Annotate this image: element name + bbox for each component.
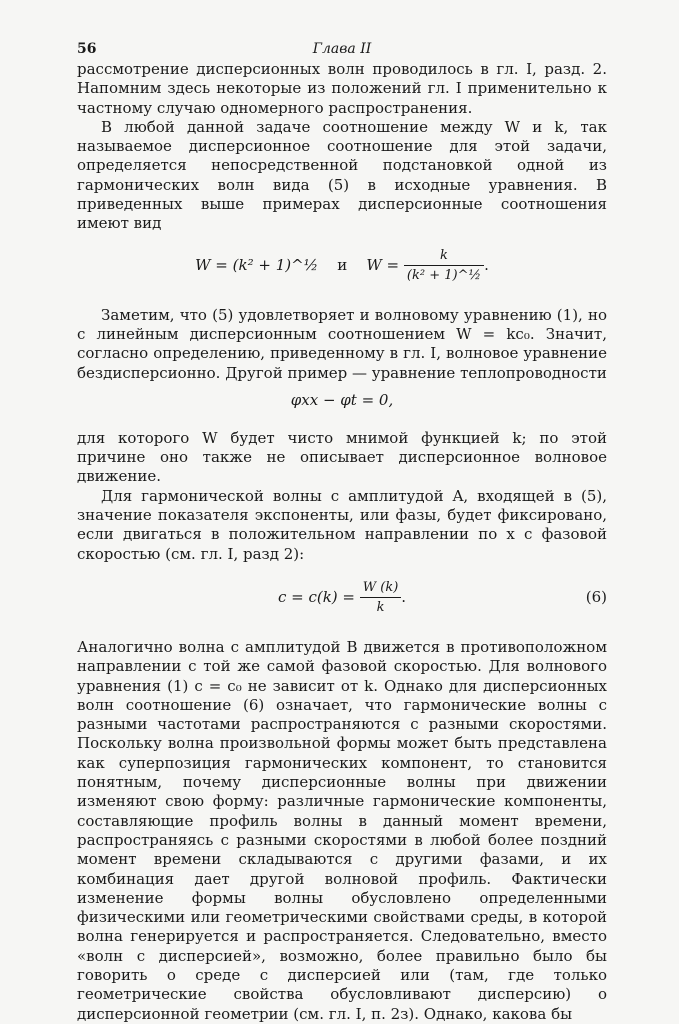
formula-3-numerator: W (k) (360, 578, 402, 598)
formula-1-left: W = (k² + 1)^½ (195, 255, 319, 274)
paragraph-5: Для гармонической волны с амплитудой A, входящей в (5), значение показателя экспоненты, или фазы, будет фиксировано, если двигаться в положительном направлении по x с фазовой скоростью (см. гл. I, разд 2): (77, 486, 607, 563)
formula-1-denominator: (k² + 1)^½ (406, 267, 482, 283)
formula-3-lhs: c = c(k) = (277, 587, 355, 606)
paragraph-3: Заметим, что (5) удовлетворяет и волновому уравнению (1), но с линейным дисперсионным соотношением W = kc₀. Значит, согласно определению, приведенному в гл. I, волновое уравнение бездисперсионно. Другой пример — уравнение теплопроводности (77, 305, 607, 382)
formula-1-numerator: k (404, 246, 484, 266)
paragraph-4: для которого W будет чисто мнимой функцией k; по этой причине оно также не описывает дисперсионное волновое движение. (77, 428, 607, 486)
formula-heat-equation (77, 391, 607, 417)
page-number: 56 (77, 41, 97, 57)
formula-1-right-lhs: W = (366, 255, 400, 274)
formula-phase-velocity: c = c(k) = $\frac{W (k)}{k}$ . (6) (77, 578, 607, 618)
formula-2: φxx − φt = 0, (290, 390, 394, 409)
book-page (77, 36, 607, 1024)
formula-1-and: и (337, 255, 348, 274)
formula-1-fraction (404, 246, 484, 286)
paragraph-1: рассмотрение дисперсионных волн проводилось в гл. I, разд. 2. Напомним здесь некоторые из положений гл. I применительно к частному случаю одномерного распространения. (77, 60, 607, 117)
formula-dispersion-relations: W = (k² + 1)^½ и W = $\frac{k}{\text{(k² + 1)\textasciicircum{}½}}$ . (77, 246, 607, 286)
paragraph-2: В любой данной задаче соотношение между W и k, так называемое дисперсионное соотношение для этой задачи, определяется непосредственной подстановкой одной из гармонических волн вида (5) в исходные уравнения. В приведенных выше примерах дисперсионные соотношения имеют вид (77, 117, 607, 233)
formula-3-fraction (360, 578, 402, 618)
formula-3-denominator: k (376, 600, 385, 616)
page-header (77, 36, 607, 60)
equation-number: (6) (585, 587, 607, 606)
chapter-title: Глава II (312, 41, 372, 57)
paragraph-6: Аналогично волна с амплитудой B движется в противоположном направлении с той же самой фазовой скоростью. Для волнового уравнения (1) c = c₀ не зависит от k. Однако для дисперсионных волн соотношение (6) означает, что гармонические волны с разными частотами распространяются с разными скоростями. Поскольку волна произвольной формы может быть представлена как суперпозиция гармонических компонент, то становится понятным, почему дисперсионные волны при движении изменяют свою форму: различные гармонические компоненты, составляющие профиль волны в данный момент времени, распространяясь с разными скоростями в любой более поздний момент времени складываются с другими фазами, и их комбинация дает другой волновой профиль. Фактически изменение формы волны обусловлено определенными физическими или геометрическими свойствами среды, в которой волна генерируется и распространяется. Следовательно, вместо «волн с дисперсией», возможно, более правильно было бы говорить о среде с дисперсией или (там, где только геометрические свойства обусловливают дисперсию) о дисперсионной геометрии (см. гл. I, п. 2з). Однако, какова бы (77, 637, 607, 1023)
